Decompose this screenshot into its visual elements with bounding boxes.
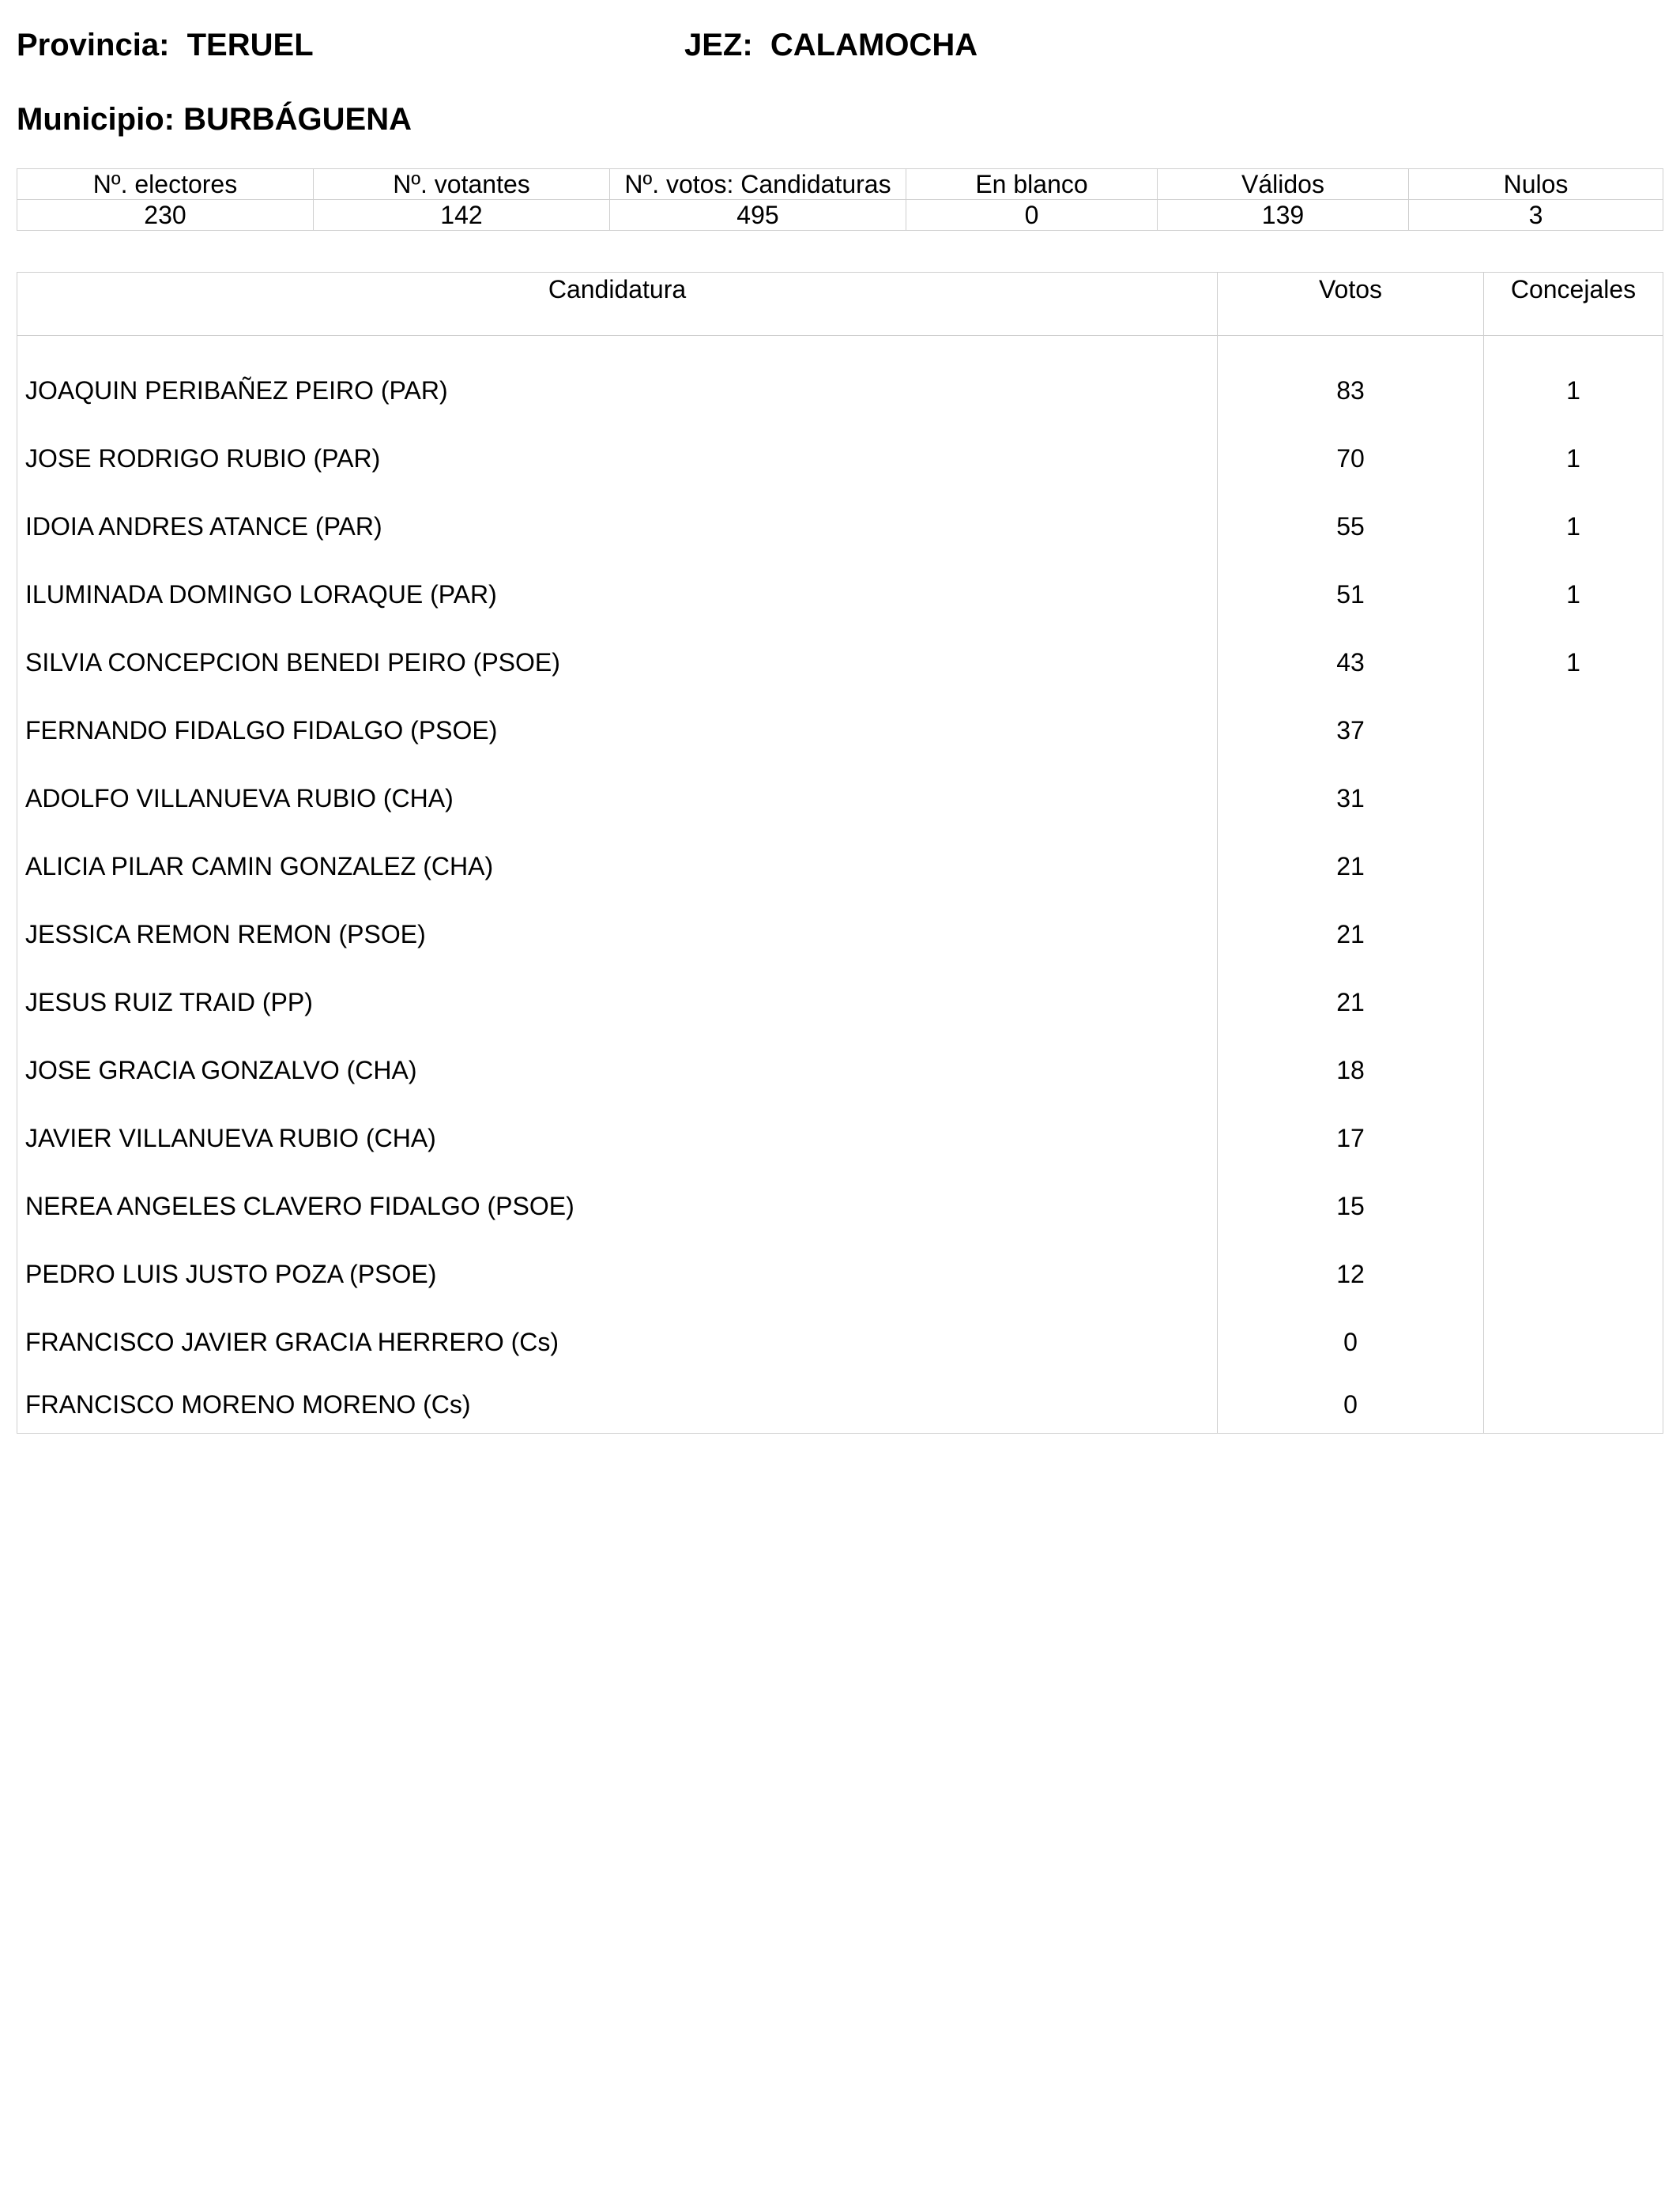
candidate-name: SILVIA CONCEPCION BENEDI PEIRO (PSOE) xyxy=(17,628,1218,696)
candidate-seats: 1 xyxy=(1484,424,1663,492)
municipio-heading: Municipio: BURBÁGUENA xyxy=(17,102,412,137)
summary-header-validos: Válidos xyxy=(1158,169,1409,200)
header-concejales: Concejales xyxy=(1484,273,1663,336)
candidate-name: IDOIA ANDRES ATANCE (PAR) xyxy=(17,492,1218,560)
table-row xyxy=(17,1240,1663,1308)
summary-value-votos-candidaturas: 495 xyxy=(610,200,906,231)
candidate-name: JOSE RODRIGO RUBIO (PAR) xyxy=(17,424,1218,492)
table-row xyxy=(17,1036,1663,1104)
table-row xyxy=(17,968,1663,1036)
results-header-row xyxy=(17,273,1663,336)
candidate-seats xyxy=(1484,696,1663,764)
candidate-seats xyxy=(1484,900,1663,968)
candidate-votes: 51 xyxy=(1218,560,1484,628)
candidate-seats xyxy=(1484,1172,1663,1240)
table-row xyxy=(17,492,1663,560)
table-row xyxy=(17,1104,1663,1172)
candidate-name: JESSICA REMON REMON (PSOE) xyxy=(17,900,1218,968)
summary-value-votantes: 142 xyxy=(314,200,610,231)
summary-header-votantes: Nº. votantes xyxy=(314,169,610,200)
candidate-seats xyxy=(1484,1036,1663,1104)
jez-heading: JEZ: CALAMOCHA xyxy=(684,28,978,62)
candidate-votes: 15 xyxy=(1218,1172,1484,1240)
summary-value-en-blanco: 0 xyxy=(906,200,1158,231)
candidate-votes: 12 xyxy=(1218,1240,1484,1308)
candidate-votes: 55 xyxy=(1218,492,1484,560)
summary-header-votos-candidaturas: Nº. votos: Candidaturas xyxy=(610,169,906,200)
candidate-seats xyxy=(1484,832,1663,900)
table-row xyxy=(17,1308,1663,1376)
candidate-name: FRANCISCO MORENO MORENO (Cs) xyxy=(17,1376,1218,1434)
candidate-seats xyxy=(1484,764,1663,832)
table-row xyxy=(17,560,1663,628)
results-table xyxy=(17,272,1663,1434)
candidate-seats: 1 xyxy=(1484,492,1663,560)
header-candidatura: Candidatura xyxy=(17,273,1218,336)
provincia-heading: Provincia: TERUEL xyxy=(17,28,314,62)
candidate-name: JOAQUIN PERIBAÑEZ PEIRO (PAR) xyxy=(17,336,1218,425)
candidate-name: JOSE GRACIA GONZALVO (CHA) xyxy=(17,1036,1218,1104)
candidate-name: ILUMINADA DOMINGO LORAQUE (PAR) xyxy=(17,560,1218,628)
table-row xyxy=(17,900,1663,968)
summary-header-nulos: Nulos xyxy=(1409,169,1663,200)
candidate-votes: 21 xyxy=(1218,832,1484,900)
candidate-name: JAVIER VILLANUEVA RUBIO (CHA) xyxy=(17,1104,1218,1172)
candidate-name: FERNANDO FIDALGO FIDALGO (PSOE) xyxy=(17,696,1218,764)
candidate-seats xyxy=(1484,968,1663,1036)
table-row xyxy=(17,696,1663,764)
table-row xyxy=(17,1376,1663,1434)
table-row xyxy=(17,832,1663,900)
summary-header-electores: Nº. electores xyxy=(17,169,314,200)
summary-header-row xyxy=(17,169,1663,200)
candidate-seats xyxy=(1484,1104,1663,1172)
candidate-votes: 31 xyxy=(1218,764,1484,832)
table-row xyxy=(17,1172,1663,1240)
candidate-name: JESUS RUIZ TRAID (PP) xyxy=(17,968,1218,1036)
candidate-votes: 37 xyxy=(1218,696,1484,764)
summary-table xyxy=(17,168,1663,231)
candidate-seats xyxy=(1484,1376,1663,1434)
candidate-name: NEREA ANGELES CLAVERO FIDALGO (PSOE) xyxy=(17,1172,1218,1240)
candidate-votes: 0 xyxy=(1218,1376,1484,1434)
candidate-votes: 70 xyxy=(1218,424,1484,492)
table-row xyxy=(17,336,1663,425)
candidate-name: ALICIA PILAR CAMIN GONZALEZ (CHA) xyxy=(17,832,1218,900)
candidate-votes: 43 xyxy=(1218,628,1484,696)
summary-value-electores: 230 xyxy=(17,200,314,231)
candidate-seats: 1 xyxy=(1484,628,1663,696)
candidate-seats xyxy=(1484,1308,1663,1376)
candidate-name: PEDRO LUIS JUSTO POZA (PSOE) xyxy=(17,1240,1218,1308)
candidate-votes: 0 xyxy=(1218,1308,1484,1376)
summary-header-en-blanco: En blanco xyxy=(906,169,1158,200)
summary-value-validos: 139 xyxy=(1158,200,1409,231)
candidate-votes: 21 xyxy=(1218,968,1484,1036)
candidate-votes: 83 xyxy=(1218,336,1484,425)
candidate-seats xyxy=(1484,1240,1663,1308)
candidate-name: ADOLFO VILLANUEVA RUBIO (CHA) xyxy=(17,764,1218,832)
table-row xyxy=(17,764,1663,832)
candidate-name: FRANCISCO JAVIER GRACIA HERRERO (Cs) xyxy=(17,1308,1218,1376)
candidate-seats: 1 xyxy=(1484,560,1663,628)
header-votos: Votos xyxy=(1218,273,1484,336)
summary-value-row xyxy=(17,200,1663,231)
candidate-votes: 18 xyxy=(1218,1036,1484,1104)
table-row xyxy=(17,424,1663,492)
summary-value-nulos: 3 xyxy=(1409,200,1663,231)
candidate-seats: 1 xyxy=(1484,336,1663,425)
table-row xyxy=(17,628,1663,696)
candidate-votes: 21 xyxy=(1218,900,1484,968)
candidate-votes: 17 xyxy=(1218,1104,1484,1172)
